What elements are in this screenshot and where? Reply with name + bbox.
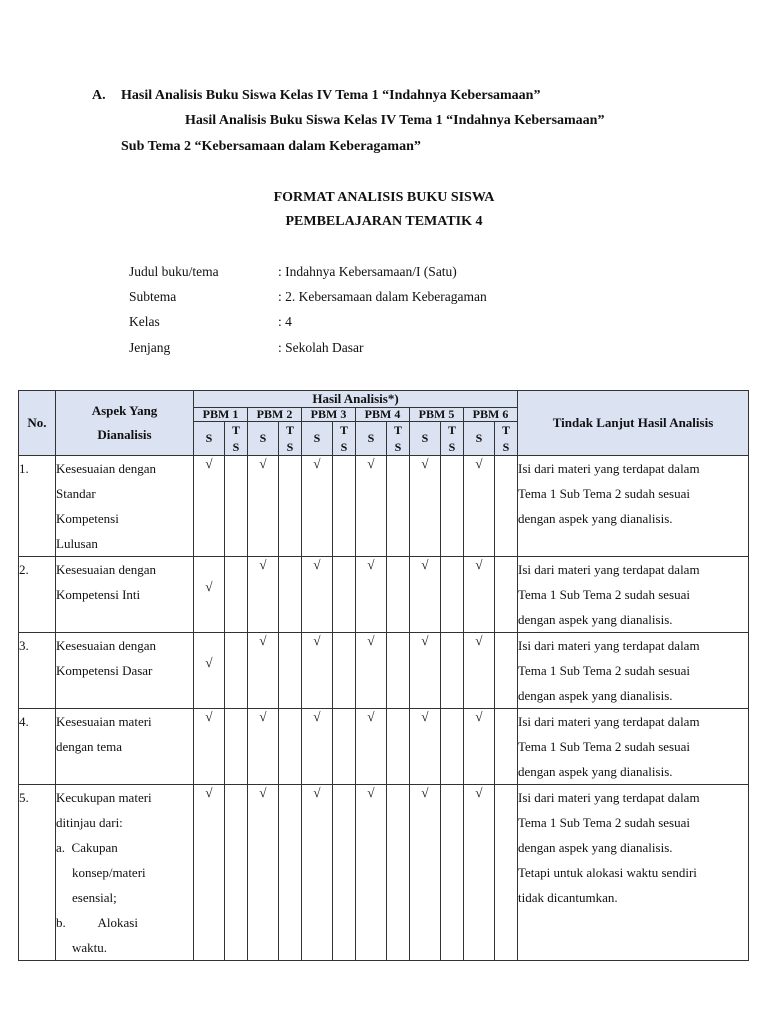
- row-no: 5.: [19, 785, 56, 961]
- check-cell: [225, 785, 248, 961]
- check-cell: [225, 633, 248, 709]
- check-cell: [333, 785, 356, 961]
- header-pbm: PBM 3: [302, 408, 356, 422]
- check-icon: √: [205, 709, 213, 724]
- check-cell: [302, 633, 333, 709]
- row-tindak: Isi dari materi yang terdapat dalam Tema 1 Sub Tema 2 sudah sesuai dengan aspek yang dianalisis.: [518, 557, 749, 633]
- check-icon: √: [367, 785, 375, 800]
- check-cell: [464, 456, 495, 557]
- check-icon: √: [367, 633, 375, 648]
- check-cell: [464, 709, 495, 785]
- check-icon: √: [367, 709, 375, 724]
- check-cell: [302, 557, 333, 633]
- check-cell: [387, 709, 410, 785]
- analysis-table: [18, 390, 749, 961]
- header-pbm: PBM 4: [356, 408, 410, 422]
- check-cell: [225, 709, 248, 785]
- check-icon: √: [205, 456, 213, 471]
- check-cell: [302, 456, 333, 557]
- check-cell: [194, 557, 225, 633]
- info-label: Subtema: [129, 289, 177, 304]
- row-no: 3.: [19, 633, 56, 709]
- row-tindak: Isi dari materi yang terdapat dalam Tema 1 Sub Tema 2 sudah sesuai dengan aspek yang dianalisis. Tetapi untuk alokasi waktu sendiri tidak dicantumkan.: [518, 785, 749, 961]
- check-cell: [279, 709, 302, 785]
- info-label: Judul buku/tema: [129, 264, 219, 279]
- header-pbm: PBM 1: [194, 408, 248, 422]
- check-cell: [356, 557, 387, 633]
- check-cell: [333, 709, 356, 785]
- check-cell: [441, 456, 464, 557]
- table-row: [19, 785, 749, 961]
- check-cell: [441, 633, 464, 709]
- check-icon: √: [367, 557, 375, 572]
- check-icon: √: [475, 557, 483, 572]
- check-cell: [410, 456, 441, 557]
- check-cell: [333, 456, 356, 557]
- check-cell: [194, 785, 225, 961]
- check-icon: √: [421, 709, 429, 724]
- header-s: S: [194, 422, 225, 456]
- header-no-text: No.: [27, 415, 47, 430]
- header-hasil: [194, 391, 518, 408]
- check-cell: [302, 709, 333, 785]
- heading-letter: A.: [92, 88, 106, 103]
- check-cell: [194, 709, 225, 785]
- info-value: : 4: [278, 314, 292, 329]
- header-hasil-text: Hasil Analisis*): [312, 391, 399, 406]
- header-aspek: [56, 391, 194, 456]
- header-ts: T S: [225, 422, 248, 456]
- check-cell: [495, 785, 518, 961]
- check-icon: √: [421, 785, 429, 800]
- check-icon: √: [475, 709, 483, 724]
- check-cell: [441, 709, 464, 785]
- check-cell: [333, 557, 356, 633]
- header-aspek-line1: Aspek Yang: [91, 403, 158, 418]
- check-cell: [410, 633, 441, 709]
- header-no: [19, 391, 56, 456]
- check-icon: √: [421, 633, 429, 648]
- header-ts: T S: [333, 422, 356, 456]
- check-cell: [495, 557, 518, 633]
- header-s: S: [302, 422, 333, 456]
- check-icon: √: [313, 709, 321, 724]
- check-cell: [464, 557, 495, 633]
- check-cell: [248, 456, 279, 557]
- info-label: Kelas: [129, 314, 160, 329]
- check-cell: [279, 557, 302, 633]
- check-cell: [356, 633, 387, 709]
- check-cell: [441, 785, 464, 961]
- table-row: [19, 557, 749, 633]
- check-icon: √: [475, 456, 483, 471]
- check-cell: [356, 785, 387, 961]
- heading-line-2: Hasil Analisis Buku Siswa Kelas IV Tema 1 “Indahnya Kebersamaan”: [185, 113, 605, 128]
- check-cell: [495, 633, 518, 709]
- table-row: [19, 456, 749, 557]
- header-pbm: PBM 2: [248, 408, 302, 422]
- row-tindak: Isi dari materi yang terdapat dalam Tema 1 Sub Tema 2 sudah sesuai dengan aspek yang dianalisis.: [518, 709, 749, 785]
- check-cell: [410, 785, 441, 961]
- header-pbm: PBM 5: [410, 408, 464, 422]
- check-icon: √: [259, 456, 267, 471]
- check-icon: √: [259, 785, 267, 800]
- check-icon: √: [313, 456, 321, 471]
- check-cell: [387, 633, 410, 709]
- row-no: 4.: [19, 709, 56, 785]
- table-row: [19, 709, 749, 785]
- header-ts: T S: [495, 422, 518, 456]
- check-cell: [225, 557, 248, 633]
- info-value: : Sekolah Dasar: [278, 340, 364, 355]
- row-aspek: Kesesuaian dengan Kompetensi Inti: [56, 557, 194, 633]
- header-tindak: [518, 391, 749, 456]
- header-s: S: [248, 422, 279, 456]
- check-cell: [333, 633, 356, 709]
- row-aspek: Kesesuaian dengan Kompetensi Dasar: [56, 633, 194, 709]
- header-pbm: PBM 6: [464, 408, 518, 422]
- check-cell: [248, 709, 279, 785]
- heading-line-3: Sub Tema 2 “Kebersamaan dalam Keberagaman”: [121, 139, 421, 154]
- check-icon: √: [259, 633, 267, 648]
- check-cell: [279, 456, 302, 557]
- header-ts: T S: [441, 422, 464, 456]
- row-no: 1.: [19, 456, 56, 557]
- check-cell: [495, 709, 518, 785]
- info-value: : Indahnya Kebersamaan/I (Satu): [278, 264, 457, 279]
- check-cell: [387, 785, 410, 961]
- check-cell: [194, 456, 225, 557]
- check-icon: √: [205, 655, 213, 670]
- format-title-1: FORMAT ANALISIS BUKU SISWA: [273, 190, 495, 205]
- format-title-2: PEMBELAJARAN TEMATIK 4: [285, 214, 483, 229]
- check-cell: [356, 709, 387, 785]
- header-s: S: [356, 422, 387, 456]
- row-no: 2.: [19, 557, 56, 633]
- check-cell: [302, 785, 333, 961]
- check-icon: √: [367, 456, 375, 471]
- check-cell: [410, 557, 441, 633]
- check-icon: √: [421, 456, 429, 471]
- info-value: : 2. Kebersamaan dalam Keberagaman: [278, 289, 487, 304]
- check-cell: [410, 709, 441, 785]
- check-cell: [279, 633, 302, 709]
- check-icon: √: [205, 785, 213, 800]
- check-cell: [387, 557, 410, 633]
- check-cell: [248, 557, 279, 633]
- check-cell: [464, 785, 495, 961]
- check-cell: [248, 785, 279, 961]
- check-cell: [248, 633, 279, 709]
- row-aspek: Kesesuaian materi dengan tema: [56, 709, 194, 785]
- check-icon: √: [205, 579, 213, 594]
- check-cell: [279, 785, 302, 961]
- check-icon: √: [259, 709, 267, 724]
- header-s: S: [410, 422, 441, 456]
- info-label: Jenjang: [129, 340, 171, 355]
- check-icon: √: [313, 557, 321, 572]
- check-icon: √: [259, 557, 267, 572]
- check-cell: [225, 456, 248, 557]
- row-aspek: Kesesuaian dengan Standar Kompetensi Lulusan: [56, 456, 194, 557]
- row-tindak: Isi dari materi yang terdapat dalam Tema 1 Sub Tema 2 sudah sesuai dengan aspek yang dianalisis.: [518, 456, 749, 557]
- check-cell: [387, 456, 410, 557]
- row-tindak: Isi dari materi yang terdapat dalam Tema 1 Sub Tema 2 sudah sesuai dengan aspek yang dianalisis.: [518, 633, 749, 709]
- header-ts: T S: [387, 422, 410, 456]
- row-aspek: Kecukupan materi ditinjau dari: a. Cakupan konsep/materi esensial; b. Alokasi waktu.: [56, 785, 194, 961]
- check-icon: √: [421, 557, 429, 572]
- check-cell: [495, 456, 518, 557]
- check-icon: √: [475, 633, 483, 648]
- header-ts: T S: [279, 422, 302, 456]
- check-cell: [194, 633, 225, 709]
- table-row: [19, 633, 749, 709]
- check-cell: [356, 456, 387, 557]
- check-icon: √: [313, 633, 321, 648]
- header-aspek-line2: Dianalisis: [97, 427, 152, 442]
- check-cell: [464, 633, 495, 709]
- check-cell: [441, 557, 464, 633]
- header-tindak-text: Tindak Lanjut Hasil Analisis: [552, 415, 714, 430]
- header-s: S: [464, 422, 495, 456]
- heading-line-1: Hasil Analisis Buku Siswa Kelas IV Tema 1 “Indahnya Kebersamaan”: [121, 88, 541, 103]
- check-icon: √: [475, 785, 483, 800]
- check-icon: √: [313, 785, 321, 800]
